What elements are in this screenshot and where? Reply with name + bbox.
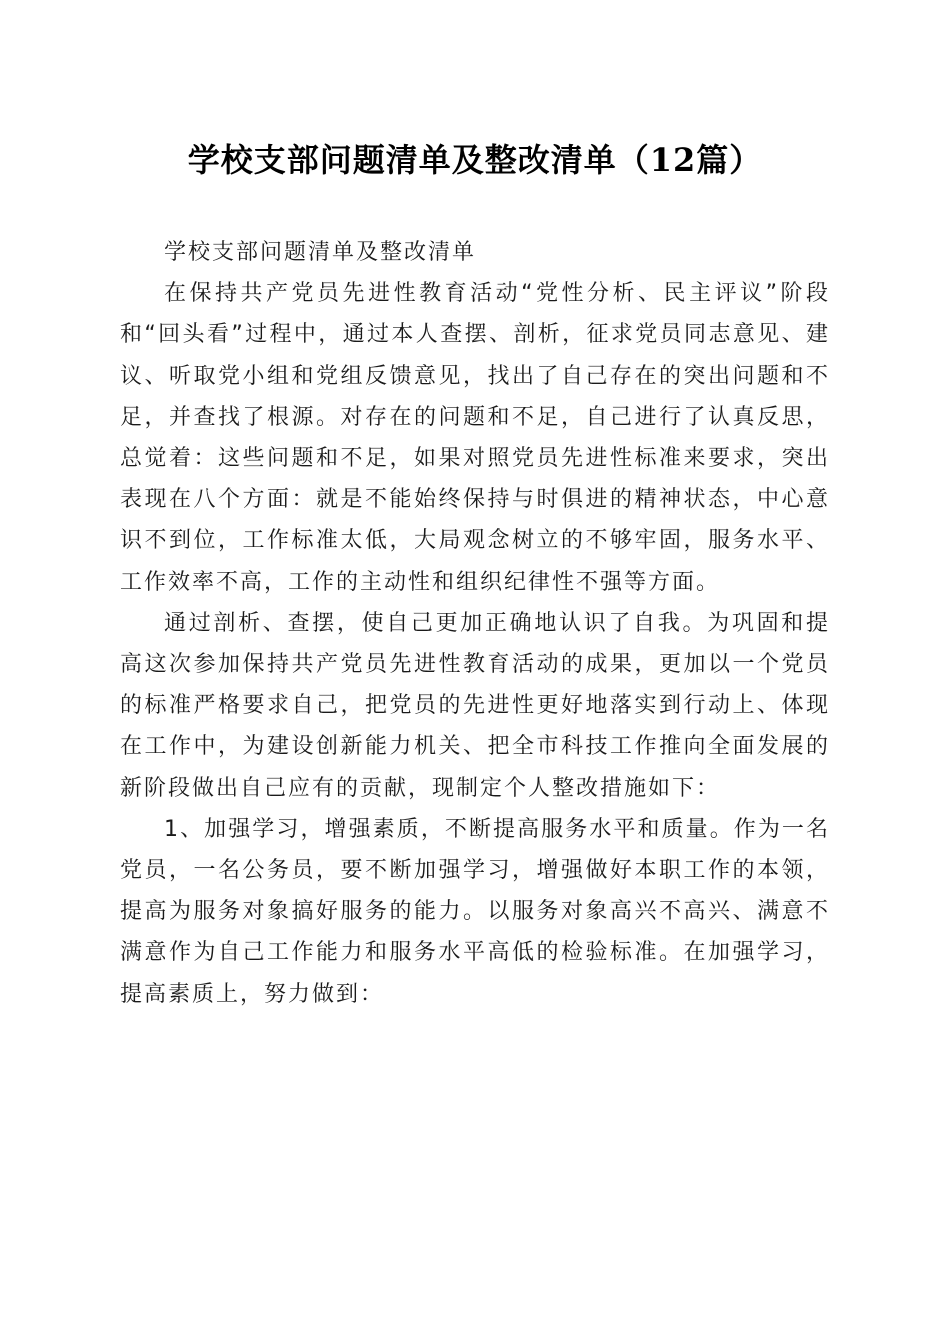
paragraph-rectification-intro: 通过剖析、查摆，使自己更加正确地认识了自我。为巩固和提高这次参加保持共产党员先进性教育活动的成果，更加以一个党员的标准严格要求自己，把党员的先进性更好地落实到行动上、体现在工作中，为建设创新能力机关、把全市科技工作推向全面发展的新阶段做出自己应有的贡献，现制定个人整改措施如下： [120, 610, 830, 801]
paragraph-problems: 在保持共产党员先进性教育活动“党性分析、民主评议”阶段和“回头看”过程中，通过本人查摆、剖析，征求党员同志意见、建议、听取党小组和党组反馈意见，找出了自己存在的突出问题和不足，并查找了根源。对存在的问题和不足，自己进行了认真反思，总觉着：这些问题和不足，如果对照党员先进性标准来要求，突出表现在八个方面：就是不能始终保持与时俱进的精神状态，中心意识不到位，工作标准太低，大局观念树立的不够牢固，服务水平、工作效率不高，工作的主动性和组织纪律性不强等方面。 [120, 281, 830, 595]
document-title: 学校支部问题清单及整改清单（12篇） [187, 141, 763, 179]
paragraph-measure-1: 1、加强学习，增强素质，不断提高服务水平和质量。作为一名党员，一名公务员，要不断加强学习，增强做好本职工作的本领，提高为服务对象搞好服务的能力。以服务对象高兴不高兴、满意不满意作为自己工作能力和服务水平高低的检验标准。在加强学习，提高素质上，努力做到： [120, 816, 830, 1007]
paragraph-subtitle: 学校支部问题清单及整改清单 [164, 240, 477, 265]
document-body [120, 232, 830, 1015]
